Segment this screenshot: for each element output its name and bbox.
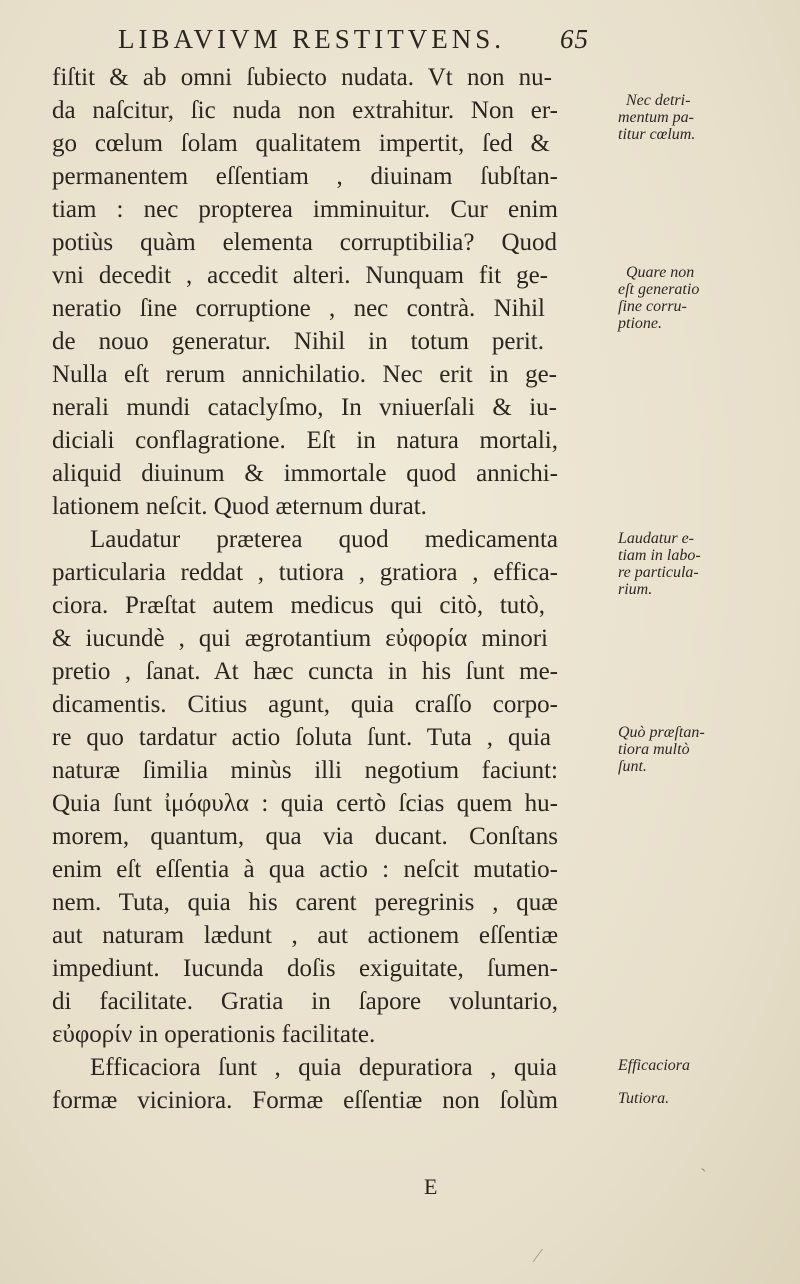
text-line: tiam : nec propterea imminuitur. Cur enim xyxy=(52,196,558,223)
margin-note-line: Nec detri- xyxy=(626,92,691,109)
margin-note-line: rium. xyxy=(618,581,653,598)
text-line: di facilitate. Gratia in ſapore voluntario, xyxy=(52,988,558,1015)
text-line: Efficaciora ſunt , quia depuratiora , quia xyxy=(90,1054,557,1081)
margin-note-line: Efficaciora xyxy=(618,1057,690,1074)
ink-mark: ˎ xyxy=(700,1150,707,1172)
text-line: morem, quantum, qua via ducant. Conſtans xyxy=(52,823,558,850)
text-line: diciali conflagratione. Eſt in natura mortali, xyxy=(52,427,558,454)
margin-note-line: ſunt. xyxy=(618,758,647,775)
margin-note xyxy=(618,264,798,332)
margin-note-line: tiam in labo- xyxy=(618,547,701,564)
margin-note-line: Laudatur e- xyxy=(618,530,694,547)
text-line: Laudatur præterea quod medicamenta xyxy=(90,526,558,553)
text-line: permanentem eſſentiam , diuinam ſubſtan- xyxy=(52,163,558,190)
text-line: impediunt. Iucunda doſis exiguitate, ſumen- xyxy=(52,955,558,982)
text-line: lationem neſcit. Quod æternum durat. xyxy=(52,493,427,520)
margin-note xyxy=(618,530,798,598)
margin-note-line: ptione. xyxy=(618,315,662,332)
margin-note xyxy=(618,724,798,775)
running-header xyxy=(118,22,718,56)
text-line: Nulla eſt rerum annichilatio. Nec erit in ge- xyxy=(52,361,557,388)
text-line: da naſcitur, ſic nuda non extrahitur. Non er- xyxy=(52,97,558,124)
text-line: enim eſt eſſentia à qua actio : neſcit mutatio- xyxy=(52,856,558,883)
text-line: fiſtit & ab omni ſubiecto nudata. Vt non nu- xyxy=(52,64,552,91)
text-line: re quo tardatur actio ſoluta ſunt. Tuta , quia xyxy=(52,724,551,751)
text-line: vni decedit , accedit alteri. Nunquam fit ge- xyxy=(52,262,548,289)
margin-note xyxy=(618,1057,798,1107)
text-line: naturæ ſimilia minùs illi negotium faciunt: xyxy=(52,757,558,784)
text-line: εὐφορίν in operationis facilitate. xyxy=(52,1021,376,1048)
margin-note-line: mentum pa- xyxy=(618,109,694,126)
text-line: aliquid diuinum & immortale quod annichi- xyxy=(52,460,558,487)
text-line: nerali mundi cataclyſmo, In vniuerſali & iu- xyxy=(52,394,557,421)
text-line: nem. Tuta, quia his carent peregrinis , quæ xyxy=(52,889,558,916)
ink-mark: ⁄ xyxy=(536,1245,540,1267)
margin-note-line: titur cœlum. xyxy=(618,126,696,143)
margin-note-line: Quare non xyxy=(626,264,695,281)
running-title: LIBAVIVM RESTITVENS. xyxy=(118,24,506,54)
text-line: Quia ſunt ἰμόφυλα : quia certò ſcias quem hu- xyxy=(52,790,558,817)
text-line: pretio , ſanat. At hæc cuncta in his ſunt me- xyxy=(52,658,558,685)
text-line: formæ viciniora. Formæ eſſentiæ non ſolùm xyxy=(52,1087,558,1114)
text-line: ciora. Præſtat autem medicus qui citò, tutò, xyxy=(52,592,545,619)
page-number: 65 xyxy=(560,24,589,54)
margin-note-line: Tutiora. xyxy=(618,1090,670,1107)
text-line: & iucundè , qui ægrotantium εὐφορία minori xyxy=(52,625,548,652)
margin-note-line: tiora multò xyxy=(618,741,690,758)
margin-note-line: eſt generatio xyxy=(618,281,700,298)
text-line: neratio ſine corruptione , nec contrà. Nihil xyxy=(52,295,545,322)
margin-note-line: re particula- xyxy=(618,564,699,581)
signature-mark: E xyxy=(424,1174,438,1199)
margin-note-line: ſine corru- xyxy=(618,298,687,315)
text-line: particularia reddat , tutiora , gratiora , effica- xyxy=(52,559,558,586)
text-line: go cœlum ſolam qualitatem impertit, ſed & xyxy=(52,130,550,157)
text-line: aut naturam lædunt , aut actionem eſſentiæ xyxy=(52,922,558,949)
margin-note xyxy=(618,92,798,143)
text-line: potiùs quàm elementa corruptibilia? Quod xyxy=(52,229,557,256)
text-line: de nouo generatur. Nihil in totum perit. xyxy=(52,328,544,355)
margin-note-line: Quò præſtan- xyxy=(618,724,705,741)
text-line: dicamentis. Citius agunt, quia craſſo corpo- xyxy=(52,691,558,718)
